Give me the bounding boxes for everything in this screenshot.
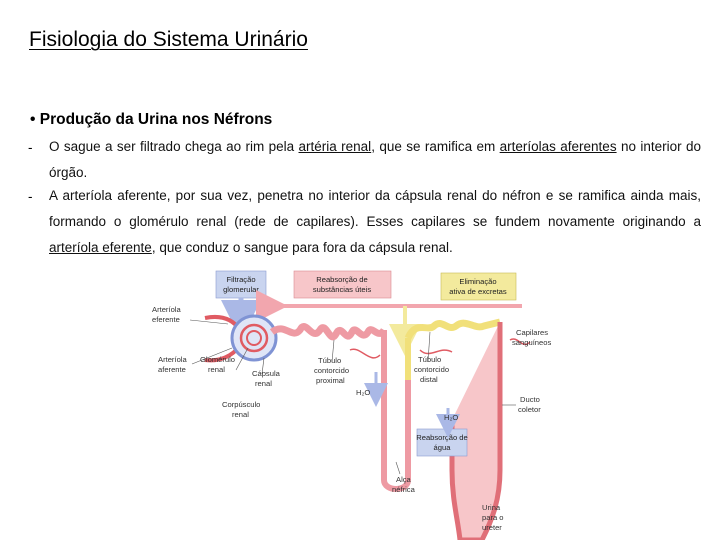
label-efferent <box>152 305 181 324</box>
paragraph-2: A arteríola aferente, por sua vez, penetra no interior da cápsula renal do néfron e se ramifica ainda mais, formando o glomérulo renal (rede de capilares). Esses capilares se fundem novamente originando a arteríola eferente, que conduz o sangue para fora da cápsula renal. <box>49 188 701 255</box>
svg-text:substâncias úteis: substâncias úteis <box>312 285 372 294</box>
svg-text:glomerular: glomerular <box>223 285 259 294</box>
label-distal <box>414 355 449 384</box>
svg-text:contorcido: contorcido <box>414 365 450 374</box>
label-proximal <box>314 356 349 385</box>
svg-text:néfrica: néfrica <box>392 485 415 494</box>
proximal-tubule <box>272 327 384 337</box>
svg-text:coletor: coletor <box>518 405 541 414</box>
box-elimination <box>441 273 516 300</box>
label-capillaries <box>512 328 551 347</box>
term-efferent-arteriole: arteríola eferente <box>49 240 152 255</box>
renal-corpuscle <box>232 316 276 360</box>
list-dash: - <box>28 140 33 155</box>
label-glomerulus <box>200 355 235 374</box>
loop-of-henle <box>384 330 408 489</box>
svg-text:ativa de excretas: ativa de excretas <box>449 287 507 296</box>
svg-text:Ducto: Ducto <box>520 395 540 404</box>
leader-loop <box>396 462 400 474</box>
box-filtration <box>216 271 266 298</box>
bullet-icon: • <box>30 111 36 128</box>
svg-text:água: água <box>433 443 451 452</box>
svg-text:Arteríola: Arteríola <box>158 355 187 364</box>
svg-text:renal: renal <box>255 379 272 388</box>
box-water <box>416 429 468 456</box>
svg-text:Arteríola: Arteríola <box>152 305 181 314</box>
svg-text:Reabsorção de: Reabsorção de <box>416 433 468 442</box>
page-title: Fisiologia do Sistema Urinário <box>29 28 308 51</box>
h2o-label-2: H₂O <box>444 413 459 422</box>
svg-text:Cápsula: Cápsula <box>252 369 280 378</box>
term-renal-artery: artéria renal <box>298 139 372 154</box>
svg-text:Urina: Urina <box>482 503 501 512</box>
svg-text:Reabsorção de: Reabsorção de <box>316 275 368 284</box>
box-reabsorption <box>294 271 391 298</box>
svg-text:sanguíneos: sanguíneos <box>512 338 552 347</box>
section-heading <box>30 111 272 129</box>
svg-text:eferente: eferente <box>152 315 180 324</box>
svg-text:Glomérulo: Glomérulo <box>200 355 236 364</box>
label-duct <box>518 395 541 414</box>
svg-text:Túbulo: Túbulo <box>418 355 442 364</box>
svg-text:Túbulo: Túbulo <box>318 356 342 365</box>
svg-text:contorcido: contorcido <box>314 366 350 375</box>
svg-text:renal: renal <box>208 365 225 374</box>
section-heading-text: Produção da Urina nos Néfrons <box>39 111 273 128</box>
svg-text:para o: para o <box>482 513 504 522</box>
label-urine <box>482 503 504 532</box>
svg-text:renal: renal <box>232 410 249 419</box>
list-dash: - <box>28 189 33 204</box>
h2o-label-1: H₂O <box>356 388 371 397</box>
svg-text:proximal: proximal <box>316 376 345 385</box>
label-corpuscle <box>222 400 260 419</box>
term-afferent-arterioles: arteríolas aferentes <box>499 139 617 154</box>
label-loop <box>392 475 416 494</box>
nephron-diagram <box>150 266 552 540</box>
svg-text:distal: distal <box>420 375 438 384</box>
svg-text:Corpúsculo: Corpúsculo <box>222 400 261 409</box>
svg-text:ureter: ureter <box>482 523 502 532</box>
distal-tubule <box>408 322 500 338</box>
label-afferent <box>158 355 187 374</box>
svg-text:aferente: aferente <box>158 365 186 374</box>
svg-text:Capilares: Capilares <box>516 328 549 337</box>
leader-efferent <box>190 320 228 324</box>
svg-text:Alça: Alça <box>396 475 411 484</box>
label-capsule <box>252 369 281 388</box>
svg-text:Filtração: Filtração <box>226 275 256 284</box>
svg-text:Eliminação: Eliminação <box>459 277 497 286</box>
paragraph-1: O sague a ser filtrado chega ao rim pela artéria renal, que se ramifica em arteríolas aferentes no interior do órgão. <box>49 139 702 180</box>
